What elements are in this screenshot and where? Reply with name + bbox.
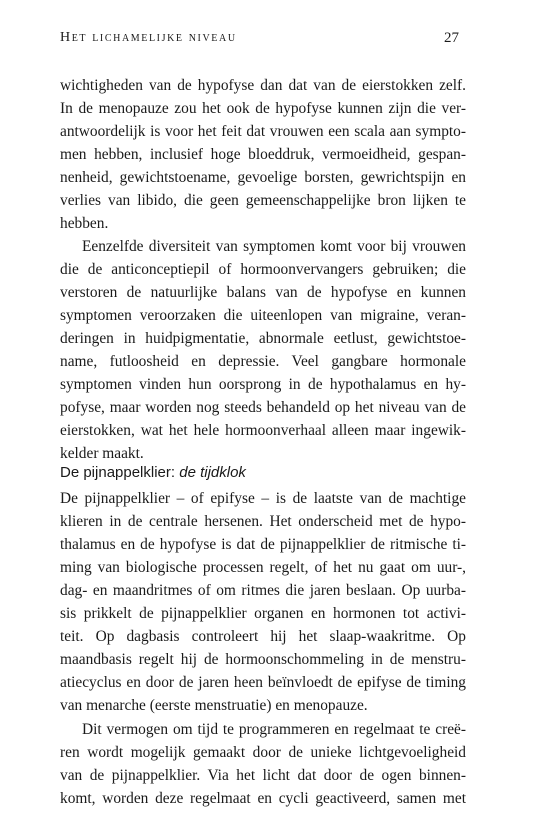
text-line: sis prikkelt de pijnappelklier organen en hormonen tot activi- (60, 605, 466, 622)
text-line: thalamus en de hypofyse is dat de pijnappelklier de ritmische ti- (60, 536, 466, 553)
text-line: teit. Op dagbasis controleert hij het slaap-waakritme. Op (60, 628, 466, 645)
paragraph-1 (60, 74, 466, 235)
text-line: atiecyclus en door de jaren heen beïnvloedt de epifyse de timing (60, 674, 466, 691)
text-line: Dit vermogen om tijd te programmeren en regelmaat te creë- (82, 721, 466, 738)
text-line: antwoordelijk is voor het feit dat vrouwen een scala aan sympto- (60, 123, 466, 140)
section-heading (60, 464, 246, 481)
text-line: die de anticonceptiepil of hormoonvervangers gebruiken; die (60, 261, 466, 278)
paragraph-2 (60, 235, 466, 465)
text-line: ren wordt mogelijk gemaakt door de unieke lichtgevoeligheid (60, 744, 466, 761)
text-line: Eenzelfde diversiteit van symptomen komt voor bij vrouwen (82, 238, 466, 255)
text-line: klieren in de centrale hersenen. Het onderscheid met de hypo- (60, 513, 466, 530)
text-line: De pijnappelklier – of epifyse – is de laatste van de machtige (60, 490, 466, 507)
text-line: van de pijnappelklier. Via het licht dat door de ogen binnen- (60, 767, 466, 784)
section-heading-main: De pijnappelklier: (60, 464, 180, 481)
text-line: In de menopauze zou het ook de hypofyse kunnen zijn die ver- (60, 100, 466, 117)
text-line: name, futloosheid en depressie. Veel gangbare hormonale (60, 353, 466, 370)
text-line: verstoren de natuurlijke balans van de hypofyse en kunnen (60, 284, 466, 301)
text-line: deringen in huidpigmentatie, abnormale eetlust, gewichtstoe- (60, 330, 466, 347)
section-heading-subtitle: de tijdklok (179, 464, 246, 481)
running-head: Het lichamelijke niveau (60, 30, 237, 45)
text-line: eierstokken, wat het hele hormoonverhaal alleen maar ingewik- (60, 422, 466, 439)
text-line: nenheid, gewichtstoename, gevoelige borsten, gewrichtspijn en (60, 169, 466, 186)
paragraph-3 (60, 487, 466, 717)
text-line: symptomen vinden hun oorsprong in de hypothalamus en hy- (60, 376, 466, 393)
text-line: van menarche (eerste menstruatie) en menopauze. (60, 697, 368, 714)
text-line: hebben. (60, 215, 109, 232)
text-line: verlies van libido, die geen gemeenschappelijke bron lijken te (60, 192, 466, 209)
text-line: komt, worden deze regelmaat en cycli geactiveerd, samen met (60, 790, 466, 807)
text-line: pofyse, maar worden nog steeds behandeld op het niveau van de (60, 399, 466, 416)
text-line: maandbasis regelt hij de hormoonschommeling in de menstru- (60, 651, 466, 668)
text-line: kelder maakt. (60, 445, 144, 462)
paragraph-4 (60, 718, 466, 810)
text-line: ming van biologische processen regelt, of het nu gaat om uur-, (60, 559, 466, 576)
text-line: dag- en maandritmes of om ritmes die jaren beslaan. Op uurba- (60, 582, 466, 599)
page-number: 27 (444, 30, 459, 46)
text-line: wichtigheden van de hypofyse dan dat van de eierstokken zelf. (60, 77, 466, 94)
text-line: symptomen veroorzaken die uiteenlopen van migraine, veran- (60, 307, 466, 324)
text-line: men hebben, inclusief hoge bloeddruk, vermoeidheid, gespan- (60, 146, 466, 163)
